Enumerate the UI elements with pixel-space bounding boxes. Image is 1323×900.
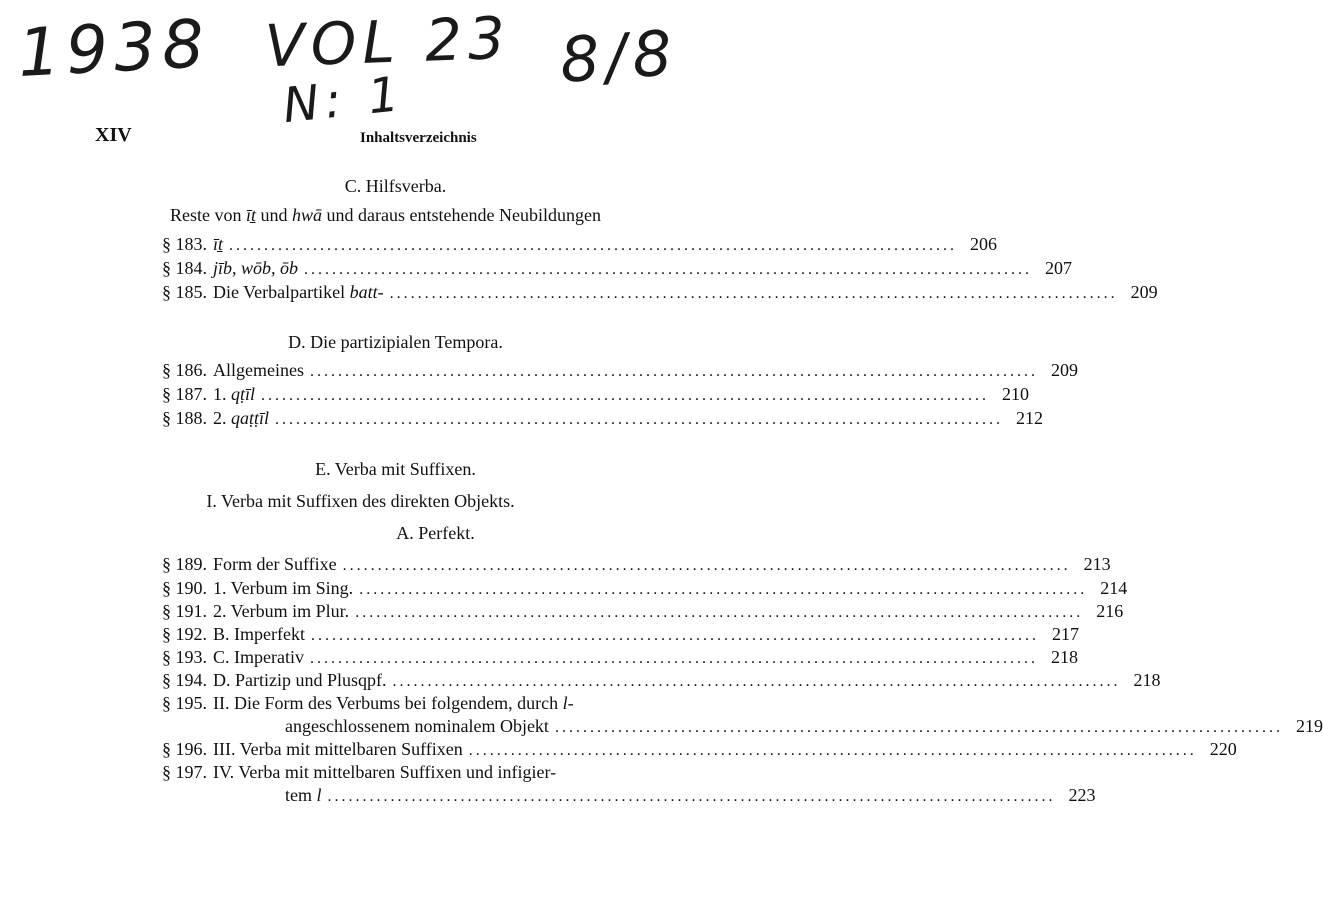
handwritten-volume: VOL 23 xyxy=(263,3,513,81)
toc-entry-195-continuation xyxy=(285,715,1323,739)
section-heading-ea: A. Perfekt. xyxy=(396,523,475,543)
dot-leader: ........................................................................................................ xyxy=(310,627,1039,644)
entry-number: § 190. xyxy=(162,578,207,598)
entry-title: Allgemeines xyxy=(213,360,304,380)
entry-title-text: 2. xyxy=(213,408,231,428)
entry-number: § 189. xyxy=(162,554,207,574)
page-number: XIV xyxy=(95,124,132,146)
entry-title-italic: l xyxy=(316,785,322,805)
entry-page: 207 xyxy=(1045,258,1073,278)
toc-entry-197-continuation xyxy=(285,784,1096,808)
entry-page: 210 xyxy=(1002,384,1030,404)
entry-number: § 186. xyxy=(162,360,207,380)
toc-entry-190 xyxy=(162,577,1128,601)
entry-number: § 197. xyxy=(162,762,207,782)
toc-entry-188 xyxy=(162,407,1044,431)
entry-title: Form der Suffixe xyxy=(213,554,337,574)
entry-title xyxy=(213,383,255,405)
dot-leader: ........................................................................................................ xyxy=(554,719,1283,736)
entry-number: § 193. xyxy=(162,647,207,667)
dot-leader: ........................................................................................................ xyxy=(389,285,1118,302)
subtitle-italic-hwa: hwā xyxy=(292,205,323,225)
entry-number: § 184. xyxy=(162,258,207,278)
toc-entry-196 xyxy=(162,738,1237,762)
entry-title-text: II. Die Form des Verbums bei folgendem, durch xyxy=(213,693,563,713)
dot-leader: ........................................................................................................ xyxy=(327,788,1056,805)
dot-leader: ........................................................................................................ xyxy=(342,557,1071,574)
entry-page: 209 xyxy=(1050,360,1078,380)
toc-entry-183 xyxy=(162,233,998,257)
toc-entry-194 xyxy=(162,669,1161,693)
subtitle-text: und xyxy=(256,205,293,225)
entry-page: 218 xyxy=(1050,647,1078,667)
entry-title: 2. Verbum im Plur. xyxy=(213,601,350,621)
dot-leader: ........................................................................................................ xyxy=(355,604,1084,621)
entry-page: 214 xyxy=(1100,578,1128,598)
entry-page: 220 xyxy=(1209,739,1237,759)
section-heading-e1: I. Verba mit Suffixen des direkten Objekts. xyxy=(206,491,515,511)
entry-title-italic: īṯ xyxy=(213,234,224,254)
entry-page: 219 xyxy=(1295,716,1323,736)
entry-number: § 187. xyxy=(162,384,207,404)
dot-leader: ........................................................................................................ xyxy=(309,363,1038,380)
entry-title: B. Imperfekt xyxy=(213,624,305,644)
section-heading-c: C. Hilfsverba. xyxy=(344,176,447,196)
toc-entry-184 xyxy=(162,257,1073,281)
section-heading-e: E. Verba mit Suffixen. xyxy=(315,459,476,479)
entry-page: 213 xyxy=(1083,554,1111,574)
toc-entry-191 xyxy=(162,600,1124,624)
entry-title: 1. Verbum im Sing. xyxy=(213,578,354,598)
entry-title-italic: qaṭṭīl xyxy=(231,408,270,428)
toc-entry-187 xyxy=(162,383,1030,407)
handwritten-number: N: 1 xyxy=(280,65,408,135)
entry-title xyxy=(213,281,384,303)
entry-number: § 185. xyxy=(162,282,207,302)
entry-title: IV. Verba mit mittelbaren Suffixen und infigier- xyxy=(213,762,557,782)
handwritten-fraction: 8/8 xyxy=(557,15,681,98)
dot-leader: ........................................................................................................ xyxy=(309,650,1038,667)
entry-number: § 196. xyxy=(162,739,207,759)
subtitle-italic-it: īṯ xyxy=(246,205,257,225)
dot-leader: ........................................................................................................ xyxy=(359,581,1088,598)
section-heading-d: D. Die partizipialen Tempora. xyxy=(288,332,503,352)
entry-title-italic: batt- xyxy=(349,282,384,302)
entry-page: 216 xyxy=(1096,601,1124,621)
entry-number: § 195. xyxy=(162,693,207,713)
entry-title xyxy=(213,407,269,429)
entry-page: 209 xyxy=(1130,282,1158,302)
toc-entry-193 xyxy=(162,646,1078,670)
toc-entry-195 xyxy=(162,692,780,716)
entry-title-continued xyxy=(285,784,322,806)
entry-title xyxy=(213,233,223,255)
entry-title: III. Verba mit mittelbaren Suffixen xyxy=(213,739,463,759)
entry-number: § 183. xyxy=(162,234,207,254)
toc-entry-192 xyxy=(162,623,1079,647)
entry-title: D. Partizip und Plusqpf. xyxy=(213,670,387,690)
subtitle-text: und daraus entstehende Neubildungen xyxy=(322,205,601,225)
entry-title-text: tem xyxy=(285,785,317,805)
entry-page: 212 xyxy=(1016,408,1044,428)
entry-title-italic: qṭīl xyxy=(231,384,256,404)
entry-title: C. Imperativ xyxy=(213,647,304,667)
dot-leader: ........................................................................................................ xyxy=(304,261,1033,278)
entry-title-italic: jīb, wōb, ōb xyxy=(213,258,299,278)
dot-leader: ........................................................................................................ xyxy=(468,742,1197,759)
entry-page: 218 xyxy=(1133,670,1161,690)
handwritten-year: 1938 xyxy=(16,5,212,92)
section-subtitle-c xyxy=(0,205,781,226)
entry-title xyxy=(213,692,574,714)
entry-title xyxy=(213,257,298,279)
entry-page: 206 xyxy=(970,234,998,254)
running-title: Inhaltsverzeichnis xyxy=(360,130,477,146)
entry-page: 223 xyxy=(1068,785,1096,805)
subtitle-text: Reste von xyxy=(170,205,247,225)
dot-leader: ........................................................................................................ xyxy=(261,387,990,404)
dot-leader: ........................................................................................................ xyxy=(392,673,1121,690)
entry-number: § 192. xyxy=(162,624,207,644)
entry-title-text: 1. xyxy=(213,384,231,404)
toc-entry-186 xyxy=(162,359,1078,383)
entry-title-continued: angeschlossenem nominalem Objekt xyxy=(285,716,549,736)
entry-number: § 188. xyxy=(162,408,207,428)
entry-page: 217 xyxy=(1051,624,1079,644)
entry-number: § 194. xyxy=(162,670,207,690)
toc-entry-197 xyxy=(162,761,780,785)
toc-entry-185 xyxy=(162,281,1158,305)
dot-leader: ........................................................................................................ xyxy=(229,237,958,254)
entry-number: § 191. xyxy=(162,601,207,621)
entry-title-text: Die Verbalpartikel xyxy=(213,282,350,302)
entry-title-italic: l- xyxy=(562,693,574,713)
toc-entry-189 xyxy=(162,553,1111,577)
dot-leader: ........................................................................................................ xyxy=(275,411,1004,428)
